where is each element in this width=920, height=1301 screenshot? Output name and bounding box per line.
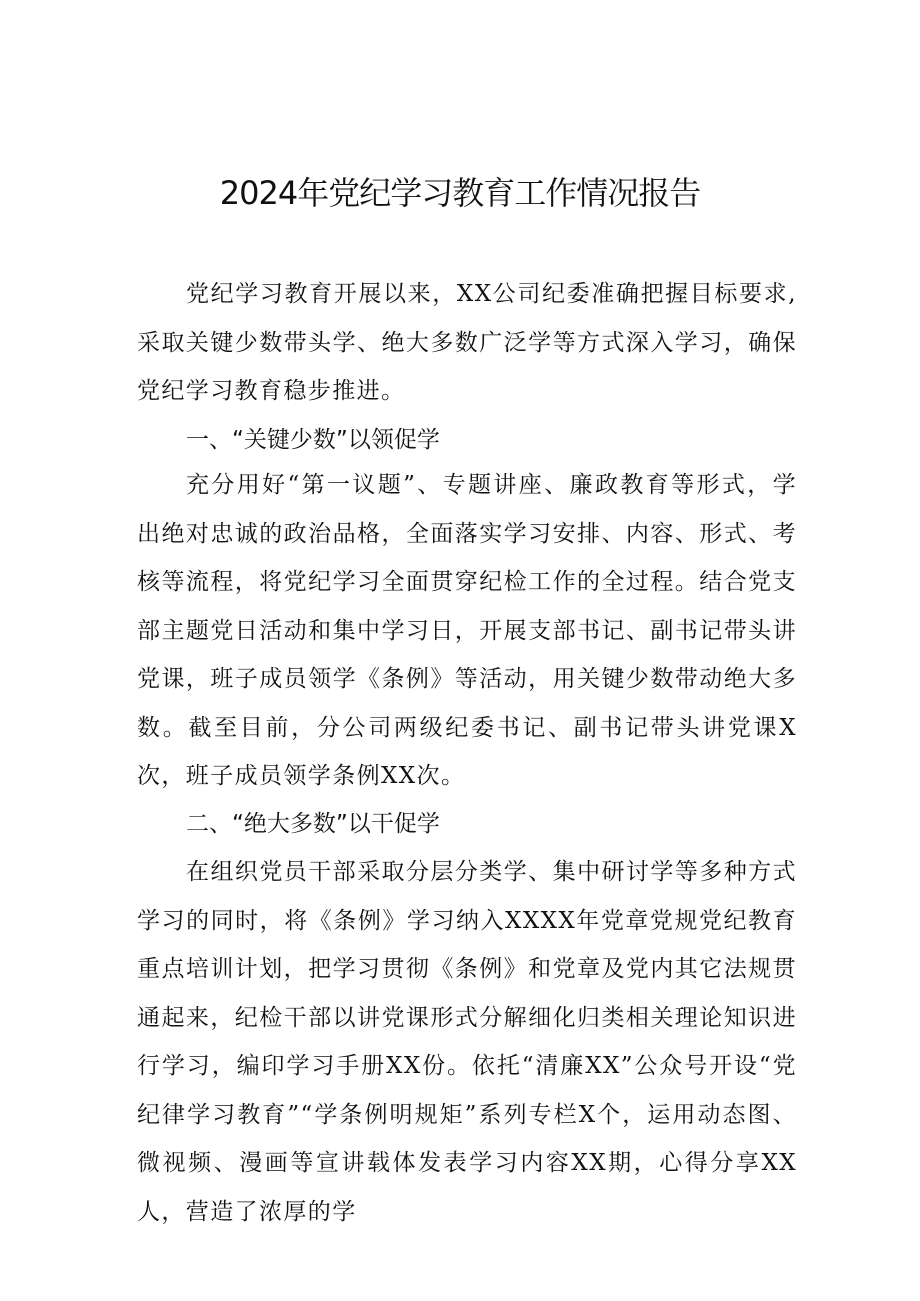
document-title: 2024年党纪学习教育工作情况报告: [219, 174, 701, 212]
section-body-2: 在组织党员干部采取分层分类学、集中研讨学等多种方式学习的同时，将《条例》学习纳入XXXX年党章党规党纪教育重点培训计划，把学习贯彻《条例》和党章及党内其它法规贯通起来，纪检干部以讲党课形式分解细化归类相关理论知识进行学习，编印学习手册XX份。依托“清廉XX”公众号开设“党纪律学习教育”“学条例明规矩”系列专栏X个，运用动态图、微视频、漫画等宣讲载体发表学习内容XX期，心得分享XX人，营造了浓厚的学: [137, 859, 797, 1225]
section-heading-1: 一、“关键少数”以领促学: [186, 427, 440, 453]
intro-paragraph: 党纪学习教育开展以来，XX公司纪委准确把握目标要求,采取关键少数带头学、绝大多数广泛学等方式深入学习，确保党纪学习教育稳步推进。: [137, 281, 797, 404]
section-heading-2: 二、“绝大多数”以干促学: [186, 811, 440, 837]
section-body-1: 充分用好“第一议题”、专题讲座、廉政教育等形式，学出绝对忠诚的政治品格，全面落实学习安排、内容、形式、考核等流程，将党纪学习全面贯穿纪检工作的全过程。结合党支部主题党日活动和集中学习日，开展支部书记、副书记带头讲党课，班子成员领学《条例》等活动，用关键少数带动绝大多数。截至目前，分公司两级纪委书记、副书记带头讲党课X次，班子成员领学条例XX次。: [137, 472, 797, 789]
